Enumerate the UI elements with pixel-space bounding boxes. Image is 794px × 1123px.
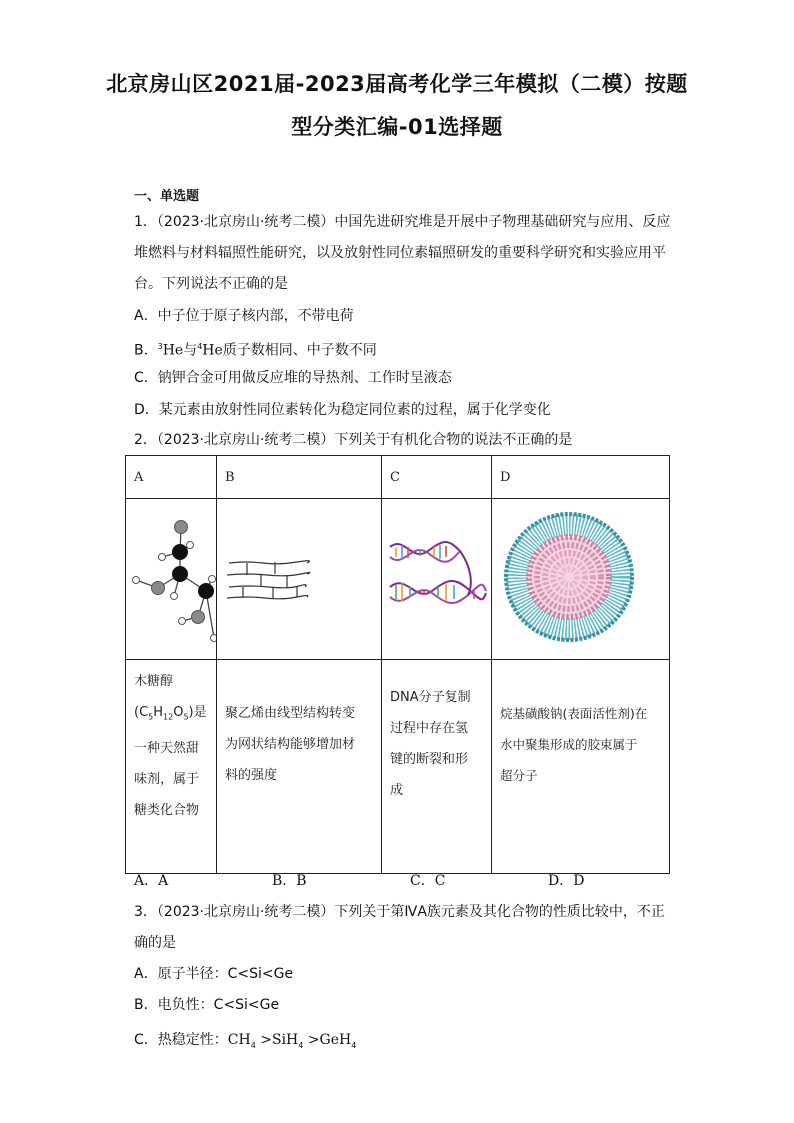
table-header-row [126, 456, 670, 499]
q2-option-a: A．A [134, 873, 169, 889]
header-a: A [126, 456, 217, 499]
paper-title-line-1: 北京房山区2021届-2023届高考化学三年模拟（二模）按题 [106, 72, 688, 96]
micelle-image [492, 499, 670, 660]
section-heading: 一、单选题 [134, 189, 200, 204]
header-c: C [382, 456, 492, 499]
q1-option-c: C．钠钾合金可用做反应堆的导热剂、工作时呈液态 [134, 370, 452, 386]
table-image-row [126, 499, 670, 660]
q1-stem-line-2: 堆燃料与材料辐照性能研究，以及放射性同位素辐照研发的重要科学研究和实验应用平 [134, 245, 666, 261]
q1-option-a: A．中子位于原子核内部，不带电荷 [134, 308, 354, 324]
q3-option-b: B．电负性：C<Si<Ge [134, 997, 280, 1013]
table-text-row [126, 660, 670, 874]
cell-c-text: DNA分子复制 过程中存在氢 键的断裂和形 成 [382, 660, 492, 874]
q1-stem-line-1: 1．（2023·北京房山·统考二模）中国先进研究堆是开展中子物理基础研究与应用、反应 [134, 214, 671, 230]
q3-option-a: A．原子半径：C<Si<Ge [134, 966, 294, 982]
q2-stem: 2．（2023·北京房山·统考二模）下列关于有机化合物的说法不正确的是 [134, 432, 573, 448]
q3-option-c: C．热稳定性：$CH_4 >SiH_4 >GeH_4$ [134, 1032, 357, 1050]
q3-stem-line-1: 3．（2023·北京房山·统考二模）下列关于第ⅣA族元素及其化合物的性质比较中，不正 [134, 904, 665, 920]
xylitol-molecule-image [126, 499, 217, 660]
q2-options-table [125, 455, 670, 874]
cell-d-text: 烷基磺酸钠(表面活性剂)在 水中聚集形成的胶束属于 超分子 [492, 660, 670, 874]
paper-title-line-2: 型分类汇编-01选择题 [291, 115, 503, 139]
q2-option-c: C．C [410, 873, 446, 889]
q2-option-b: B．B [272, 873, 307, 889]
header-d: D [492, 456, 670, 499]
q1-option-b: B．$^3$He与$^4$He质子数相同、中子数不同 [134, 342, 377, 359]
polyethylene-network-image [217, 499, 382, 660]
q1-stem-line-3: 台。下列说法不正确的是 [134, 276, 288, 292]
cell-a-text: 木糖醇 $(C_5H_{12}O_5)$是 一种天然甜 味剂，属于 糖类化合物 [126, 660, 217, 874]
dna-double-helix-image [382, 499, 492, 660]
q2-option-d: D．D [548, 873, 585, 889]
cell-b-text: 聚乙烯由线型结构转变 为网状结构能够增加材 料的强度 [217, 660, 382, 874]
header-b: B [217, 456, 382, 499]
q3-stem-line-2: 确的是 [134, 935, 176, 951]
q1-option-d: D．某元素由放射性同位素转化为稳定同位素的过程，属于化学变化 [134, 402, 551, 418]
